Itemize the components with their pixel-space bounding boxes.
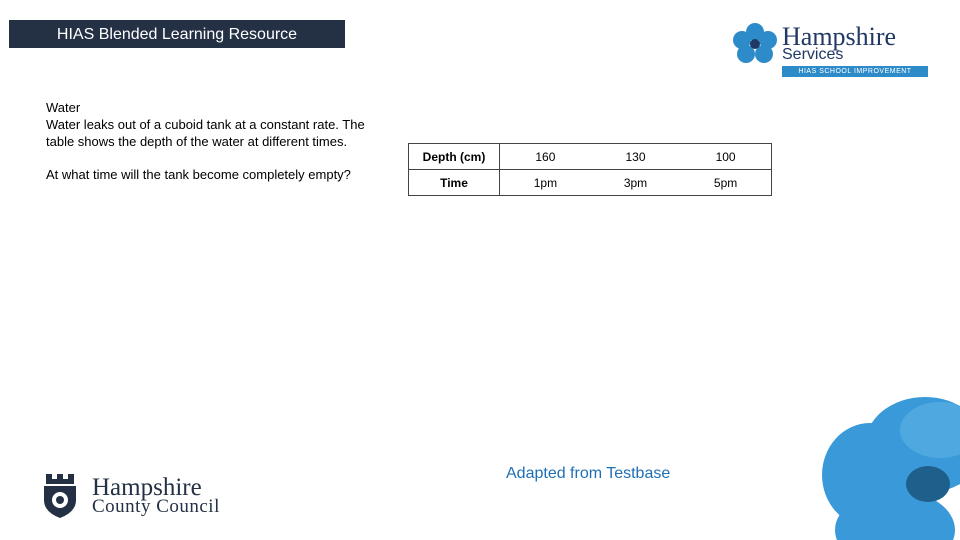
table-cell: 1pm (500, 170, 591, 196)
question-prompt: At what time will the tank become completely empty? (46, 167, 351, 182)
council-title: Hampshire (92, 474, 202, 501)
question-block (46, 99, 376, 183)
logo-strip: HIAS SCHOOL IMPROVEMENT (782, 66, 928, 77)
logo-title: Hampshire (782, 22, 897, 51)
table-cell: 100 (680, 144, 771, 170)
crest-icon (40, 474, 80, 518)
table-cell: 130 (591, 144, 680, 170)
depth-time-table (408, 143, 772, 196)
banner-title: HIAS Blended Learning Resource (9, 20, 345, 48)
table-cell: 3pm (591, 170, 680, 196)
hampshire-services-logo (730, 22, 930, 78)
question-title: Water (46, 100, 81, 115)
table-row (409, 170, 772, 196)
council-subtitle: County Council (92, 496, 220, 517)
table-cell: 160 (500, 144, 591, 170)
table-cell: 5pm (680, 170, 771, 196)
hampshire-county-council-logo (40, 474, 250, 520)
logo-subtitle: Services (782, 46, 844, 63)
attribution-text: Adapted from Testbase (506, 465, 671, 482)
question-body: Water leaks out of a cuboid tank at a constant rate. The table shows the depth of the water at different times. (46, 117, 365, 149)
corner-flower-icon (800, 390, 960, 540)
flower-icon (730, 22, 780, 66)
table-row (409, 144, 772, 170)
row-header: Time (409, 170, 500, 196)
row-header: Depth (cm) (409, 144, 500, 170)
